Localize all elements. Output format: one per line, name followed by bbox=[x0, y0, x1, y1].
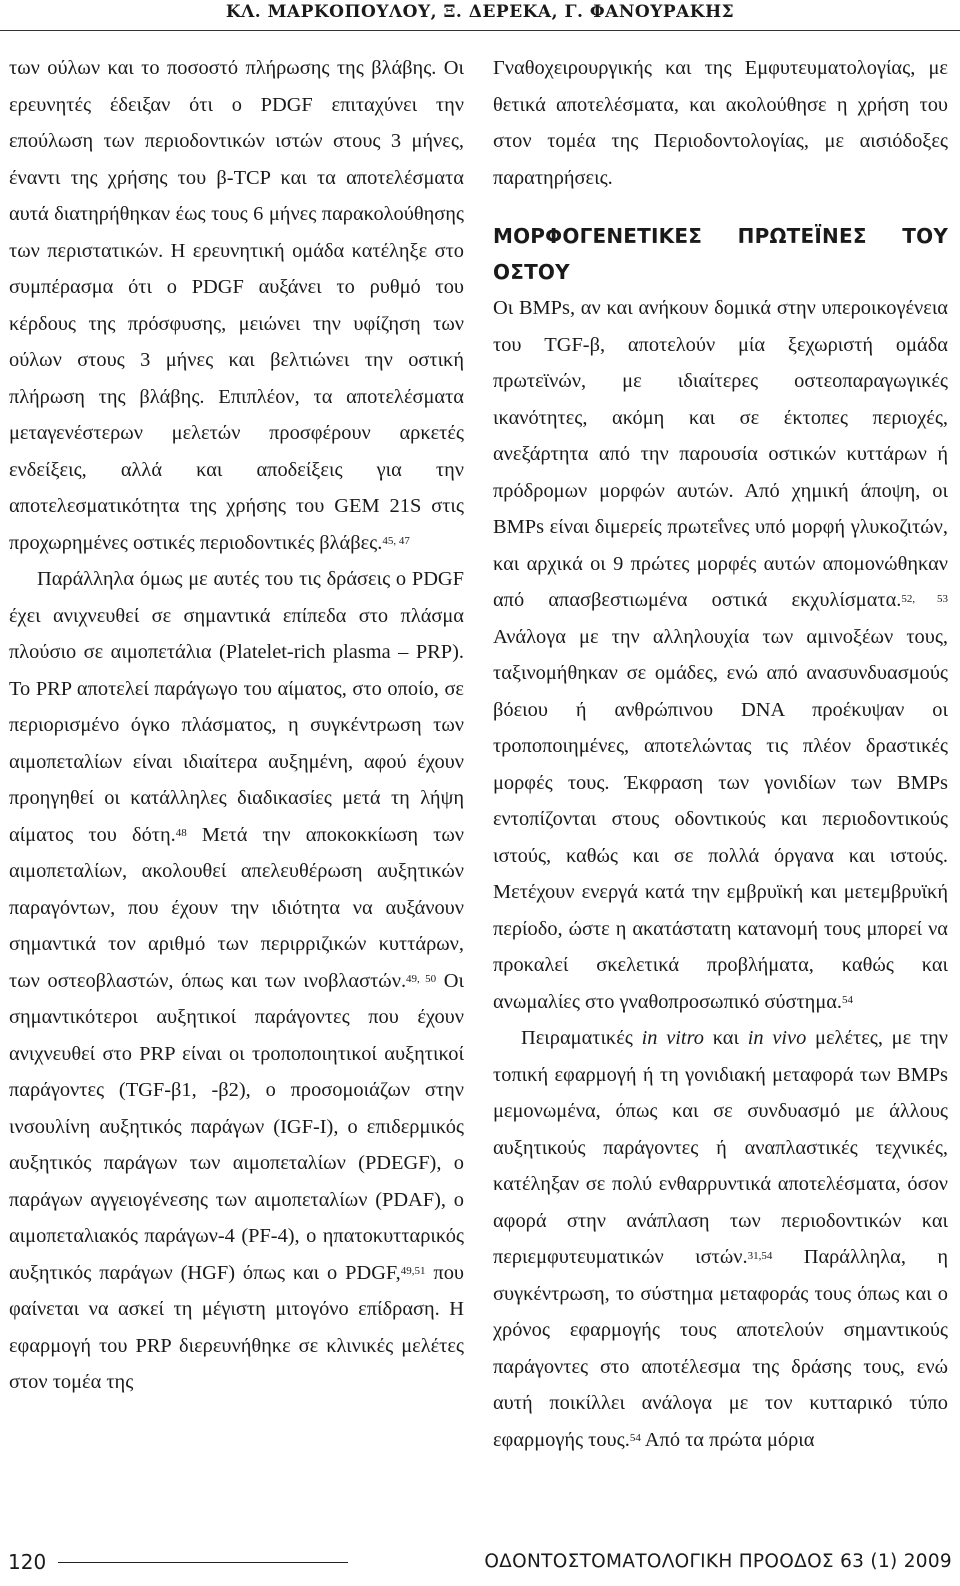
citation-ref: 54 bbox=[629, 1432, 641, 1445]
citation-ref: 48 bbox=[175, 827, 187, 840]
text-run: και bbox=[703, 1027, 748, 1049]
paragraph bbox=[493, 1020, 948, 1458]
right-column bbox=[493, 50, 948, 1458]
section-heading bbox=[493, 218, 948, 290]
citation-ref: 31,54 bbox=[747, 1249, 773, 1262]
section-heading-text: ΜΟΡΦΟΓΕΝΕΤΙΚΕΣ ΠΡΩΤΕΪΝΕΣ ΤΟΥ ΟΣΤΟΥ bbox=[493, 224, 948, 284]
paragraph bbox=[493, 50, 948, 196]
citation-ref: 49,51 bbox=[400, 1265, 426, 1278]
italic-term: in vitro bbox=[641, 1027, 704, 1049]
paragraph bbox=[9, 561, 464, 1401]
text-run: μελέτες, με την τοπική εφαρμογή ή τη γονιδιακή μεταφορά των BMPs μεμονωμένα, όπως και σε συνδυασμό με άλλους αυξητικούς παράγοντες ή αναπλαστικές τεχνικές, κατέληξαν σε πολύ ενθαρρυντικά αποτελέσματα, όσον αφορά στην ανάπλαση των περιοδοντικών και περιεμφυτευματικών ιστών. bbox=[493, 1027, 949, 1268]
footer-rule bbox=[58, 1562, 348, 1563]
header-rule bbox=[0, 30, 960, 31]
citation-ref: 52, 53 bbox=[901, 592, 948, 605]
text-run: Οι σημαντικότεροι αυξητικοί παράγοντες που έχουν ανιχνευθεί στο PRP είναι οι τροποποιητικοί αυξητικοί παράγοντες (TGF-β1, -β2), ο προσομοιάζων στην ινσουλίνη αυξητικός παράγων (IGF-I), ο επιδερμικός αυξητικός παράγων των αιμοπεταλίων (PDEGF), ο παράγων αγγειογένεσης των αιμοπεταλίων (PDAF), ο αιμοπεταλιακός παράγων-4 (PF-4), ο ηπατοκυτταρικός αυξητικός παράγων (HGF) όπως και ο PDGF, bbox=[9, 969, 465, 1284]
text-run: που φαίνεται να ασκεί τη μέγιστη μιτογόνο επίδραση. Η εφαρμογή του PRP διερευνήθηκε σε κλινικές μελέτες στον τομέα της bbox=[9, 1261, 465, 1393]
text-run: Από τα πρώτα μόρια bbox=[640, 1428, 815, 1451]
text-run: Πειραματικές bbox=[521, 1027, 642, 1049]
page-number: 120 bbox=[8, 1550, 47, 1574]
italic-term: in vivo bbox=[747, 1027, 807, 1049]
citation-ref: 54 bbox=[842, 994, 854, 1007]
paragraph bbox=[9, 50, 464, 561]
left-column bbox=[9, 50, 464, 1401]
text-run: Γναθοχειρουργικής και της Εμφυτευματολογίας, με θετικά αποτελέσματα, και ακολούθησε η χρήση του στον τομέα της Περιοδοντολογίας, με αισιόδοξες παρατηρήσεις. bbox=[493, 57, 948, 189]
paragraph bbox=[493, 290, 948, 1020]
page-footer bbox=[0, 1548, 960, 1586]
text-run: Οι BMPs, αν και ανήκουν δομικά στην υπεροικογένεια του TGF-β, αποτελούν μία ξεχωριστή ομάδα πρωτεϊνών, με ιδιαίτερες οστεοπαραγωγικές ικανότητες, ακόμη και σε έκτοπες περιοχές, ανεξάρτητα από την παρουσία οστικών κυττάρων ή πρόδρομων μορφών αυτών. Από χημική άποψη, οι BMPs είναι διμερείς πρωτεΐνες υπό μορφή γλυκοζιτών, και αρχικά οι 9 πρώτες μορφές αυτών απομονώθηκαν από απασβεστιωμένα οστικά εκχυλίσματα. bbox=[493, 297, 948, 611]
journal-title: ΟΔΟΝΤΟΣΤΟΜΑΤΟΛΟΓΙΚΗ ΠΡΟΟΔΟΣ 63 (1) 2009 bbox=[484, 1551, 952, 1572]
running-title: ΚΛ. ΜΑΡΚΟΠΟΥΛΟΥ, Ξ. ΔΕΡΕΚΑ, Γ. ΦΑΝΟΥΡΑΚΗΣ bbox=[225, 2, 735, 22]
text-run: Παράλληλα, η συγκέντρωση, το σύστημα μεταφοράς τους όπως και ο χρόνος εφαρμογής τους αποτελούν σημαντικούς παράγοντες στο αποτέλεσμα της δράσης τους, ενώ αυτή ποικίλλει ανάλογα με τον κυτταρικό τύπο εφαρμογής τους. bbox=[493, 1246, 948, 1451]
text-run: Ανάλογα με την αλληλουχία των αμινοξέων τους, ταξινομήθηκαν σε ομάδες, ενώ από ανασυνδυασμούς βόειου ή ανθρώπινου DNA προέκυψαν οι τροποποιημένες, αποτελώντας τις πλέον δραστικές μορφές τους. Έκφραση των γονιδίων των BMPs εντοπίζονται στους οδοντικούς και περιοδοντικούς ιστούς, καθώς και σε πολλά όργανα και ιστούς. Μετέχουν ενεργά κατά την εμβρυϊκή και μετεμβρυϊκή περίοδο, ώστε η ακατάστατη κατανομή τους μπορεί να προκαλεί σκελετικά προβλήματα, καθώς και ανωμαλίες στο γναθοπροσωπικό σύστημα. bbox=[493, 625, 948, 1013]
citation-ref: 49, 50 bbox=[406, 973, 437, 986]
citation-ref: 45, 47 bbox=[382, 535, 410, 548]
text-run: των ούλων και το ποσοστό πλήρωσης της βλάβης. Οι ερευνητές έδειξαν ότι ο PDGF επιταχύνει την επούλωση των περιοδοντικών ιστών στους 3 μήνες, έναντι της χρήσης του β-TCP και τα αποτελέσματα αυτά διατηρήθηκαν έως τους 6 μήνες παρακολούθησης των περιστατικών. Η ερευνητική ομάδα κατέληξε στο συμπέρασμα ότι ο PDGF αυξάνει το ρυθμό του κέρδους της πρόσφυσης, μειώνει την υφίζηση των ούλων στους 3 μήνες και βελτιώνει την οστική πλήρωση της βλάβης. Επιπλέον, τα αποτελέσματα μεταγενέστερων μελετών προσφέρουν αρκετές ενδείξεις, αλλά και αποδείξεις για την αποτελεσματικότητα της χρήσης του GEM 21S στις προχωρημένες οστικές περιοδοντικές βλάβες. bbox=[9, 57, 464, 554]
text-run: Μετά την αποκοκκίωση των αιμοπεταλίων, ακολουθεί απελευθέρωση αυξητικών παραγόντων, που έχουν την ιδιότητα να αυξάνουν σημαντικά τον αριθμό των περιρριζικών κυττάρων, των οστεοβλαστών, όπως και των ινοβλαστών. bbox=[9, 823, 464, 992]
text-run: Παράλληλα όμως με αυτές του τις δράσεις ο PDGF έχει ανιχνευθεί σε σημαντικά επίπεδα στο πλάσμα πλούσιο σε αιμοπετάλια (Platelet-rich plasma – PRP). Το PRP αποτελεί παράγωγο του αίματος, στο οποίο, σε περιορισμένο όγκο πλάσματος, η συγκέντρωση των αιμοπεταλίων είναι ιδιαίτερα αυξημένη, αφού έχουν προηγηθεί οι κατάλληλες διαδικασίες μετά τη λήψη αίματος του δότη. bbox=[9, 568, 464, 846]
